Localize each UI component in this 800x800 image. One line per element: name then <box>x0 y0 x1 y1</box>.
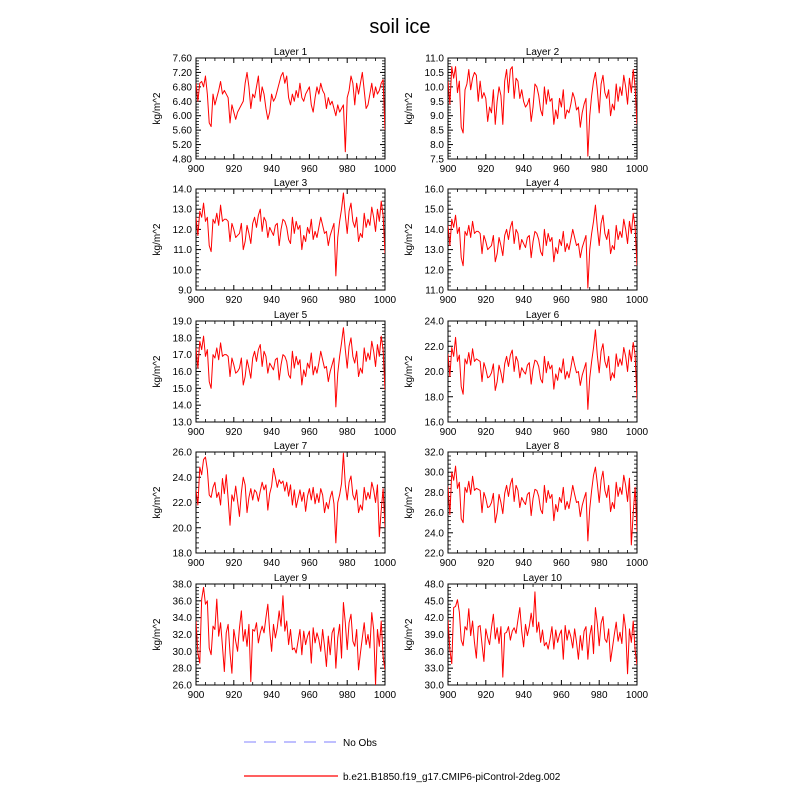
y-tick-label: 9.0 <box>178 285 192 297</box>
y-tick-label: 22.0 <box>424 341 444 353</box>
x-tick-label: 960 <box>553 164 570 175</box>
x-tick-label: 920 <box>477 164 495 175</box>
x-tick-label: 980 <box>338 427 356 438</box>
y-tick-label: 17.0 <box>172 350 192 362</box>
y-tick-label: 7.20 <box>172 67 192 79</box>
y-tick-label: 22.0 <box>424 548 444 560</box>
x-tick-label: 960 <box>553 295 570 306</box>
panel-title: Layer 7 <box>273 441 308 452</box>
plot-frame <box>448 321 637 422</box>
x-tick-label: 960 <box>301 690 318 701</box>
panel-layer-6 <box>404 310 649 438</box>
x-tick-label: 900 <box>187 164 205 175</box>
y-tick-label: 24.0 <box>172 472 192 484</box>
y-axis-label: kg/m^2 <box>404 618 415 651</box>
x-tick-label: 1000 <box>625 558 649 569</box>
x-tick-label: 940 <box>263 164 280 175</box>
x-tick-label: 1000 <box>625 427 649 438</box>
x-tick-label: 920 <box>477 558 495 569</box>
y-tick-label: 22.0 <box>172 498 192 509</box>
y-tick-label: 7.5 <box>430 154 444 166</box>
y-tick-label: 39.0 <box>424 630 444 641</box>
y-tick-label: 16.0 <box>424 184 444 196</box>
y-axis-label: kg/m^2 <box>404 92 415 125</box>
x-tick-label: 940 <box>515 690 532 701</box>
series-line-layer-1 <box>196 72 385 151</box>
y-tick-label: 11.0 <box>173 245 192 257</box>
panel-layer-2 <box>404 47 649 175</box>
x-tick-label: 940 <box>515 427 532 438</box>
y-tick-label: 4.80 <box>172 154 192 166</box>
series-line-layer-2 <box>448 67 637 156</box>
x-tick-label: 920 <box>477 295 495 306</box>
plot-frame <box>448 189 637 290</box>
y-tick-label: 48.0 <box>424 579 444 591</box>
x-tick-label: 900 <box>439 164 457 175</box>
x-tick-label: 920 <box>477 690 495 701</box>
series-line-layer-5 <box>196 328 385 407</box>
x-tick-label: 940 <box>515 558 532 569</box>
panel-layer-3 <box>152 178 397 306</box>
y-tick-label: 36.0 <box>172 596 192 608</box>
y-axis-label: kg/m^2 <box>404 486 415 519</box>
y-tick-label: 8.0 <box>430 140 444 152</box>
x-tick-label: 980 <box>590 295 608 306</box>
y-axis-label: kg/m^2 <box>152 92 163 125</box>
plot-frame <box>448 452 637 553</box>
x-tick-label: 920 <box>225 164 243 175</box>
y-tick-label: 11.0 <box>425 285 444 297</box>
y-tick-label: 24.0 <box>424 528 444 540</box>
y-tick-label: 10.0 <box>172 265 192 277</box>
x-tick-label: 920 <box>225 295 243 306</box>
y-axis-label: kg/m^2 <box>404 355 415 388</box>
y-tick-label: 26.0 <box>172 447 192 459</box>
x-tick-label: 940 <box>263 427 280 438</box>
x-tick-label: 980 <box>590 558 608 569</box>
x-tick-label: 920 <box>477 427 495 438</box>
series-line-layer-8 <box>448 466 637 545</box>
x-tick-label: 1000 <box>625 690 649 701</box>
plot-frame <box>196 452 385 553</box>
x-tick-label: 900 <box>187 558 205 569</box>
y-tick-label: 32.0 <box>424 447 444 459</box>
y-tick-label: 38.0 <box>172 579 192 591</box>
y-tick-label: 10.0 <box>424 82 444 94</box>
x-tick-label: 960 <box>553 427 570 438</box>
plot-frame <box>196 58 385 159</box>
x-tick-label: 940 <box>263 558 280 569</box>
y-tick-label: 24.0 <box>424 316 444 328</box>
y-tick-label: 6.40 <box>172 96 192 108</box>
panel-layer-8 <box>404 441 649 569</box>
x-tick-label: 1000 <box>625 164 649 175</box>
y-tick-label: 12.0 <box>424 265 444 277</box>
y-axis-label: kg/m^2 <box>152 618 163 651</box>
x-tick-label: 980 <box>338 690 356 701</box>
x-tick-label: 980 <box>338 164 356 175</box>
series-line-layer-6 <box>448 330 637 410</box>
series-line-layer-4 <box>448 205 637 288</box>
x-tick-label: 940 <box>263 295 280 306</box>
x-tick-label: 960 <box>553 690 570 701</box>
x-tick-label: 1000 <box>625 295 649 306</box>
y-tick-label: 32.0 <box>172 630 192 641</box>
panel-layer-10 <box>404 573 649 701</box>
x-tick-label: 900 <box>439 558 457 569</box>
legend-label-model: b.e21.B1850.f19_g17.CMIP6-piControl-2deg.002 <box>343 772 561 783</box>
x-tick-label: 900 <box>187 427 205 438</box>
panel-title: Layer 10 <box>523 573 562 584</box>
legend <box>244 738 561 783</box>
panel-title: Layer 9 <box>273 573 308 584</box>
x-tick-label: 1000 <box>373 427 397 438</box>
y-tick-label: 28.0 <box>172 663 192 675</box>
x-tick-label: 960 <box>301 427 318 438</box>
x-tick-label: 980 <box>338 558 356 569</box>
series-line-layer-10 <box>448 592 637 677</box>
y-tick-label: 45.0 <box>424 596 444 608</box>
panel-layer-5 <box>152 310 397 438</box>
y-axis-label: kg/m^2 <box>152 223 163 256</box>
y-tick-label: 11.0 <box>425 53 444 65</box>
y-tick-label: 12.0 <box>172 224 192 236</box>
y-tick-label: 28.0 <box>424 487 444 499</box>
y-tick-label: 30.0 <box>424 467 444 479</box>
y-tick-label: 19.0 <box>172 316 192 328</box>
y-tick-label: 18.0 <box>172 333 192 345</box>
y-tick-label: 18.0 <box>424 392 444 404</box>
series-line-layer-3 <box>196 193 385 276</box>
y-tick-label: 9.5 <box>430 96 444 108</box>
x-tick-label: 980 <box>338 295 356 306</box>
panel-layer-1 <box>152 47 397 175</box>
y-tick-label: 26.0 <box>424 508 444 520</box>
x-tick-label: 940 <box>515 295 532 306</box>
series-line-layer-7 <box>196 453 385 543</box>
panel-title: Layer 6 <box>525 310 560 321</box>
y-tick-label: 15.0 <box>172 383 192 395</box>
x-tick-label: 1000 <box>373 164 397 175</box>
panel-layer-4 <box>404 178 649 306</box>
panel-grid <box>152 47 649 701</box>
x-tick-label: 920 <box>225 558 243 569</box>
y-tick-label: 13.0 <box>172 204 192 216</box>
x-tick-label: 900 <box>187 690 205 701</box>
x-tick-label: 960 <box>301 295 318 306</box>
x-tick-label: 980 <box>590 427 608 438</box>
y-tick-label: 6.80 <box>172 82 192 94</box>
panel-title: Layer 8 <box>525 441 560 452</box>
y-tick-label: 30.0 <box>172 646 192 658</box>
panel-title: Layer 5 <box>273 310 308 321</box>
legend-label-no-obs: No Obs <box>343 738 377 749</box>
panel-title: Layer 3 <box>273 178 308 189</box>
figure-title: soil ice <box>369 16 431 38</box>
y-tick-label: 16.0 <box>424 417 444 429</box>
y-axis-label: kg/m^2 <box>404 223 415 256</box>
x-tick-label: 1000 <box>373 558 397 569</box>
y-tick-label: 20.0 <box>172 523 192 535</box>
y-tick-label: 5.60 <box>172 125 192 137</box>
panel-title: Layer 1 <box>273 47 308 58</box>
y-tick-label: 10.5 <box>424 67 444 79</box>
x-tick-label: 900 <box>439 295 457 306</box>
series-line-layer-9 <box>196 587 385 685</box>
y-tick-label: 42.0 <box>424 613 444 625</box>
y-tick-label: 14.0 <box>172 400 192 412</box>
x-tick-label: 940 <box>515 164 532 175</box>
y-tick-label: 34.0 <box>172 613 192 625</box>
x-tick-label: 1000 <box>373 295 397 306</box>
y-tick-label: 13.0 <box>424 245 444 257</box>
y-tick-label: 6.00 <box>172 111 192 123</box>
y-tick-label: 30.0 <box>424 680 444 692</box>
y-tick-label: 7.60 <box>172 53 192 65</box>
y-tick-label: 8.5 <box>430 125 444 137</box>
x-tick-label: 1000 <box>373 690 397 701</box>
y-tick-label: 33.0 <box>424 663 444 675</box>
y-tick-label: 26.0 <box>172 680 192 692</box>
y-tick-label: 15.0 <box>424 204 444 216</box>
x-tick-label: 960 <box>553 558 570 569</box>
panel-title: Layer 4 <box>525 178 560 189</box>
y-tick-label: 9.0 <box>430 111 444 123</box>
panel-title: Layer 2 <box>525 47 560 58</box>
x-tick-label: 960 <box>301 558 318 569</box>
x-tick-label: 920 <box>225 427 243 438</box>
x-tick-label: 960 <box>301 164 318 175</box>
x-tick-label: 980 <box>590 690 608 701</box>
y-tick-label: 13.0 <box>172 417 192 429</box>
x-tick-label: 940 <box>263 690 280 701</box>
y-tick-label: 36.0 <box>424 646 444 658</box>
y-tick-label: 16.0 <box>172 367 192 378</box>
x-tick-label: 900 <box>439 427 457 438</box>
y-tick-label: 18.0 <box>172 548 192 560</box>
y-tick-label: 14.0 <box>424 224 444 236</box>
panel-layer-9 <box>152 573 397 701</box>
y-tick-label: 14.0 <box>172 184 192 196</box>
x-tick-label: 900 <box>187 295 205 306</box>
y-tick-label: 5.20 <box>172 140 192 152</box>
y-tick-label: 20.0 <box>424 367 444 378</box>
panel-layer-7 <box>152 441 397 569</box>
y-axis-label: kg/m^2 <box>152 486 163 519</box>
x-tick-label: 900 <box>439 690 457 701</box>
x-tick-label: 920 <box>225 690 243 701</box>
y-axis-label: kg/m^2 <box>152 355 163 388</box>
x-tick-label: 980 <box>590 164 608 175</box>
